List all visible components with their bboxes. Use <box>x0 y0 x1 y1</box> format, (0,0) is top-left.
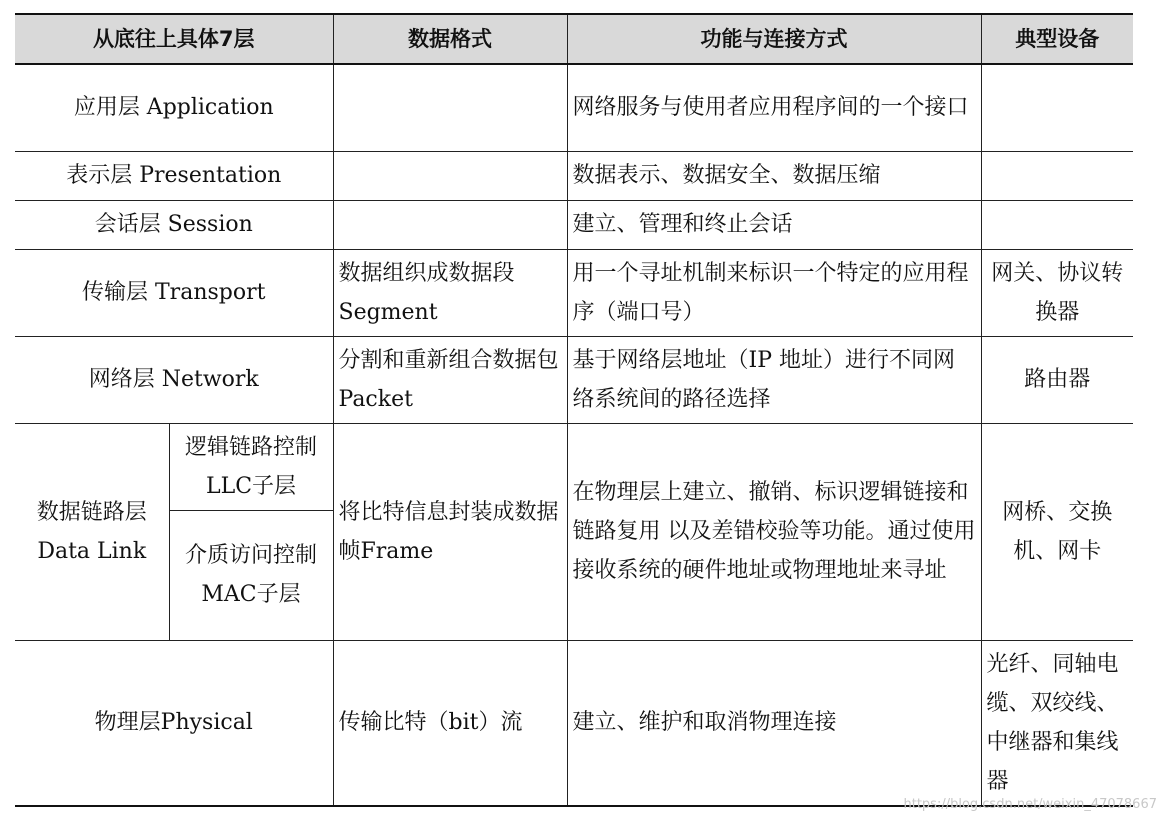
datalink-function: 在物理层上建立、撤销、标识逻辑链接和链路复用 以及差错校验等功能。通过使用接收系统的硬件地址或物理地址来寻址 <box>567 423 981 640</box>
presentation-layer-name: 表示层 Presentation <box>15 151 333 200</box>
network-format: 分割和重新组合数据包 Packet <box>333 336 567 423</box>
header-function: 功能与连接方式 <box>567 14 981 64</box>
transport-format: 数据组织成数据段 Segment <box>333 249 567 336</box>
row-physical <box>15 640 1133 806</box>
presentation-format <box>333 151 567 200</box>
header-row <box>15 14 1133 64</box>
row-application <box>15 64 1133 151</box>
row-datalink-llc <box>15 423 1133 510</box>
osi-model-table <box>15 13 1133 807</box>
application-function: 网络服务与使用者应用程序间的一个接口 <box>567 64 981 151</box>
header-devices: 典型设备 <box>981 14 1133 64</box>
datalink-llc-sublayer: 逻辑链路控制 LLC子层 <box>169 423 333 510</box>
transport-devices: 网关、协议转换器 <box>981 249 1133 336</box>
session-format <box>333 200 567 249</box>
network-function: 基于网络层地址（IP 地址）进行不同网络系统间的路径选择 <box>567 336 981 423</box>
row-presentation <box>15 151 1133 200</box>
physical-function: 建立、维护和取消物理连接 <box>567 640 981 806</box>
header-layer: 从底往上具体7层 <box>15 14 333 64</box>
session-function: 建立、管理和终止会话 <box>567 200 981 249</box>
application-format <box>333 64 567 151</box>
session-layer-name: 会话层 Session <box>15 200 333 249</box>
application-devices <box>981 64 1133 151</box>
datalink-devices: 网桥、交换机、网卡 <box>981 423 1133 640</box>
physical-layer-name: 物理层Physical <box>15 640 333 806</box>
row-transport <box>15 249 1133 336</box>
presentation-devices <box>981 151 1133 200</box>
physical-format: 传输比特（bit）流 <box>333 640 567 806</box>
presentation-function: 数据表示、数据安全、数据压缩 <box>567 151 981 200</box>
transport-layer-name: 传输层 Transport <box>15 249 333 336</box>
network-devices: 路由器 <box>981 336 1133 423</box>
header-format: 数据格式 <box>333 14 567 64</box>
watermark-text: https://blog.csdn.net/weixin_47078667 <box>903 797 1157 812</box>
datalink-layer-name: 数据链路层 Data Link <box>15 423 169 640</box>
physical-devices: 光纤、同轴电缆、双绞线、中继器和集线器 <box>981 640 1133 806</box>
network-layer-name: 网络层 Network <box>15 336 333 423</box>
row-session <box>15 200 1133 249</box>
datalink-format: 将比特信息封装成数据帧Frame <box>333 423 567 640</box>
application-layer-name: 应用层 Application <box>15 64 333 151</box>
session-devices <box>981 200 1133 249</box>
datalink-mac-sublayer: 介质访问控制 MAC子层 <box>169 510 333 640</box>
row-network <box>15 336 1133 423</box>
transport-function: 用一个寻址机制来标识一个特定的应用程序（端口号） <box>567 249 981 336</box>
